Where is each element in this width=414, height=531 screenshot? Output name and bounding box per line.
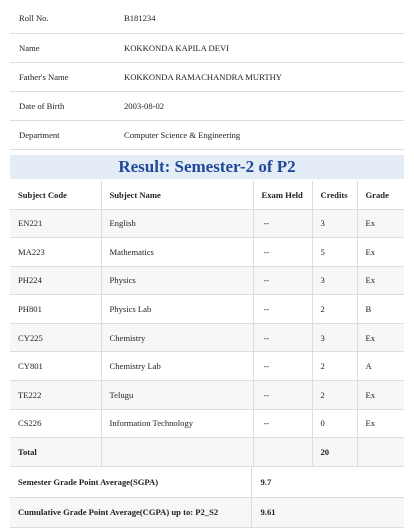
- total-credits: 20: [312, 438, 357, 467]
- exam-held: --: [253, 266, 312, 295]
- subject-code: CY225: [10, 323, 101, 352]
- subject-code: CY801: [10, 352, 101, 381]
- exam-held: --: [253, 295, 312, 324]
- credits: 2: [312, 381, 357, 410]
- roll-no-value: B181234: [114, 4, 404, 33]
- credits: 3: [312, 323, 357, 352]
- table-row: [10, 266, 404, 295]
- table-row: [10, 352, 404, 381]
- grade: B: [357, 295, 404, 324]
- table-row: [10, 323, 404, 352]
- col-header-grade: Grade: [357, 181, 404, 209]
- exam-held: --: [253, 323, 312, 352]
- total-row: [10, 438, 404, 467]
- gpa-summary-table: [10, 467, 404, 528]
- student-info-table: [10, 4, 404, 150]
- table-row: [10, 381, 404, 410]
- col-header-credits: Credits: [312, 181, 357, 209]
- credits: 5: [312, 238, 357, 267]
- grade: Ex: [357, 409, 404, 438]
- grade: A: [357, 352, 404, 381]
- subject-name: Mathematics: [101, 238, 253, 267]
- exam-held: --: [253, 209, 312, 238]
- table-row: [10, 209, 404, 238]
- exam-held: --: [253, 409, 312, 438]
- total-empty-grade: [357, 438, 404, 467]
- subject-name: Physics: [101, 266, 253, 295]
- credits: 3: [312, 266, 357, 295]
- cgpa-value: 9.61: [251, 497, 404, 527]
- cgpa-row: [10, 497, 404, 527]
- grade: Ex: [357, 238, 404, 267]
- subject-name: Telugu: [101, 381, 253, 410]
- grade: Ex: [357, 209, 404, 238]
- total-empty-exam: [253, 438, 312, 467]
- name-value: KOKKONDA KAPILA DEVI: [114, 33, 404, 62]
- dob-label: Date of Birth: [10, 91, 114, 120]
- grade: Ex: [357, 323, 404, 352]
- table-row: [10, 238, 404, 267]
- cgpa-label: Cumulative Grade Point Average(CGPA) up to: P2_S2: [10, 497, 251, 527]
- table-row: [10, 409, 404, 438]
- subject-name: English: [101, 209, 253, 238]
- credits: 3: [312, 209, 357, 238]
- subject-code: EN221: [10, 209, 101, 238]
- credits: 2: [312, 295, 357, 324]
- student-row-father-name: [10, 62, 404, 91]
- subject-name: Physics Lab: [101, 295, 253, 324]
- dob-value: 2003-08-02: [114, 91, 404, 120]
- sgpa-row: [10, 467, 404, 497]
- subject-name: Chemistry Lab: [101, 352, 253, 381]
- sgpa-label: Semester Grade Point Average(SGPA): [10, 467, 251, 497]
- student-row-dob: [10, 91, 404, 120]
- subject-name: Information Technology: [101, 409, 253, 438]
- total-empty-name: [101, 438, 253, 467]
- student-row-name: [10, 33, 404, 62]
- roll-no-label: Roll No.: [10, 4, 114, 33]
- father-name-value: KOKKONDA RAMACHANDRA MURTHY: [114, 62, 404, 91]
- subject-code: PH801: [10, 295, 101, 324]
- subject-code: CS226: [10, 409, 101, 438]
- exam-held: --: [253, 238, 312, 267]
- department-label: Department: [10, 120, 114, 149]
- credits: 2: [312, 352, 357, 381]
- results-table: [10, 181, 404, 467]
- subject-code: TE222: [10, 381, 101, 410]
- col-header-subject-name: Subject Name: [101, 181, 253, 209]
- col-header-exam-held: Exam Held: [253, 181, 312, 209]
- subject-code: PH224: [10, 266, 101, 295]
- department-value: Computer Science & Engineering: [114, 120, 404, 149]
- exam-held: --: [253, 352, 312, 381]
- total-label: Total: [10, 438, 101, 467]
- sgpa-value: 9.7: [251, 467, 404, 497]
- results-header-row: [10, 181, 404, 209]
- grade: Ex: [357, 381, 404, 410]
- exam-held: --: [253, 381, 312, 410]
- table-row: [10, 295, 404, 324]
- father-name-label: Father's Name: [10, 62, 114, 91]
- student-row-roll-no: [10, 4, 404, 33]
- subject-code: MA223: [10, 238, 101, 267]
- credits: 0: [312, 409, 357, 438]
- student-row-department: [10, 120, 404, 149]
- grade: Ex: [357, 266, 404, 295]
- subject-name: Chemistry: [101, 323, 253, 352]
- result-heading: Result: Semester-2 of P2: [10, 155, 404, 179]
- col-header-subject-code: Subject Code: [10, 181, 101, 209]
- name-label: Name: [10, 33, 114, 62]
